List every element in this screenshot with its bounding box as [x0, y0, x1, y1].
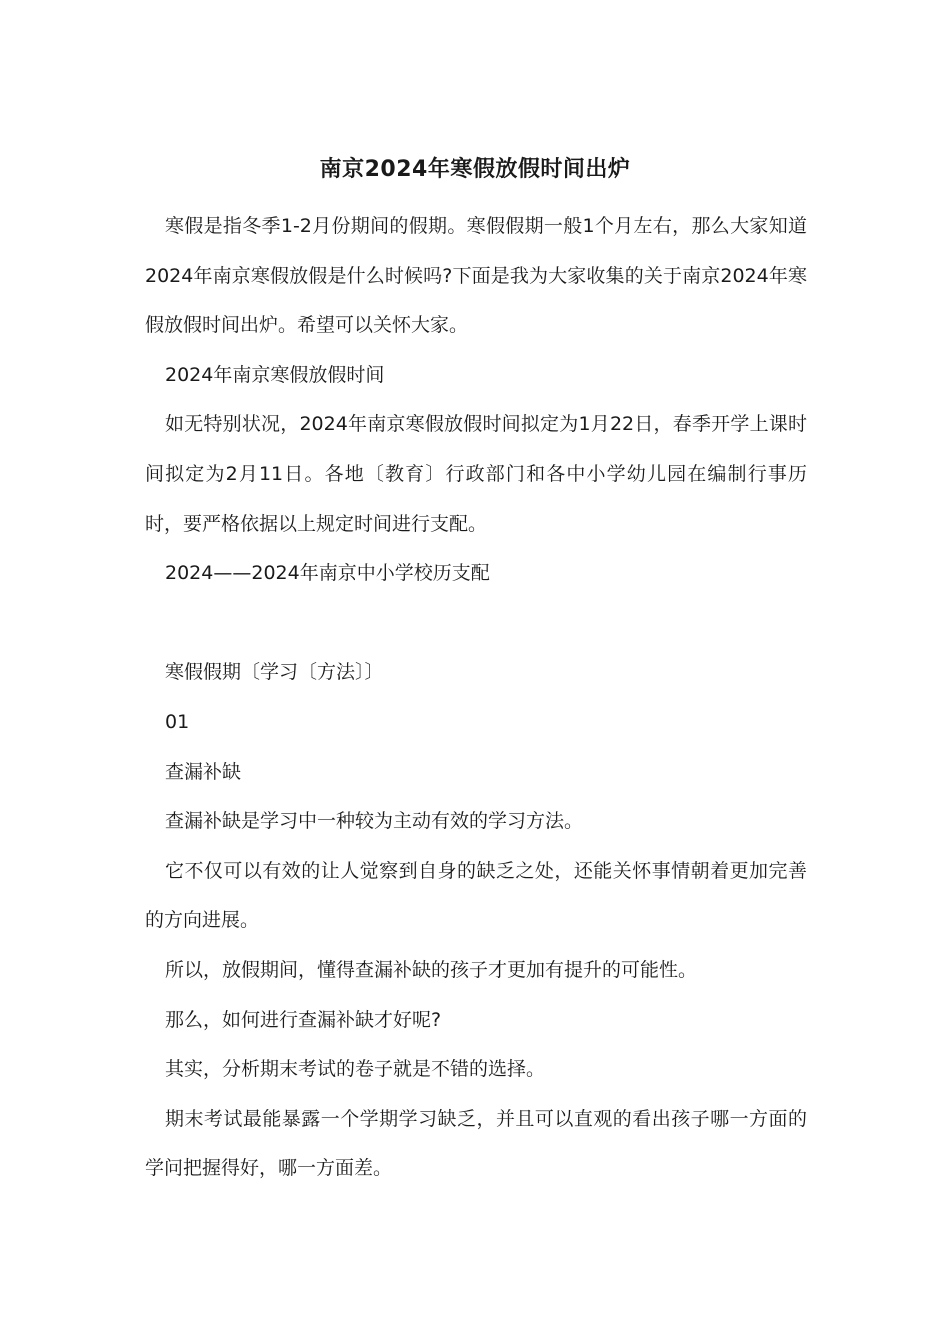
document-title: 南京2024年寒假放假时间出炉	[319, 157, 631, 182]
paragraph-heading-study-methods: 寒假假期〔学习〔方法〕〕	[165, 661, 384, 684]
paragraph-section-number: 01	[165, 710, 190, 733]
paragraph-section-title: 查漏补缺	[165, 760, 242, 783]
paragraph-heading-school-calendar: 2024——2024年南京中小学校历支配	[165, 562, 490, 585]
paragraph-method-answer: 其实，分析期末考试的卷子就是不错的选择。	[165, 1058, 546, 1081]
paragraph-holiday-details: 如无特别状况，2024年南京寒假放假时间拟定为1月22日，春季开学上课时间拟定为2月11日。各地〔教育〕行政部门和各中小学幼儿园在编制行事历时，要严格依据以上规定时间进行支配。	[145, 413, 807, 535]
paragraph-method-holiday: 所以，放假期间，懂得查漏补缺的孩子才更加有提升的可能性。	[165, 958, 698, 981]
document-body	[145, 202, 807, 1194]
paragraph-method-question: 那么，如何进行查漏补缺才好呢?	[165, 1008, 442, 1031]
calendar-blank-area	[145, 599, 807, 649]
paragraph-method-intro: 查漏补缺是学习中一种较为主动有效的学习方法。	[165, 810, 584, 833]
paragraph-method-exam: 期末考试最能暴露一个学期学习缺乏，并且可以直观的看出孩子哪一方面的学问把握得好，哪一方面差。	[145, 1107, 807, 1180]
paragraph-method-benefit: 它不仅可以有效的让人觉察到自身的缺乏之处，还能关怀事情朝着更加完善的方向进展。	[145, 859, 807, 932]
paragraph-intro: 寒假是指冬季1-2月份期间的假期。寒假假期一般1个月左右，那么大家知道2024年南京寒假放假是什么时候吗?下面是我为大家收集的关于南京2024年寒假放假时间出炉。希望可以关怀大家。	[145, 215, 807, 337]
paragraph-heading-holiday-time: 2024年南京寒假放假时间	[165, 363, 385, 386]
